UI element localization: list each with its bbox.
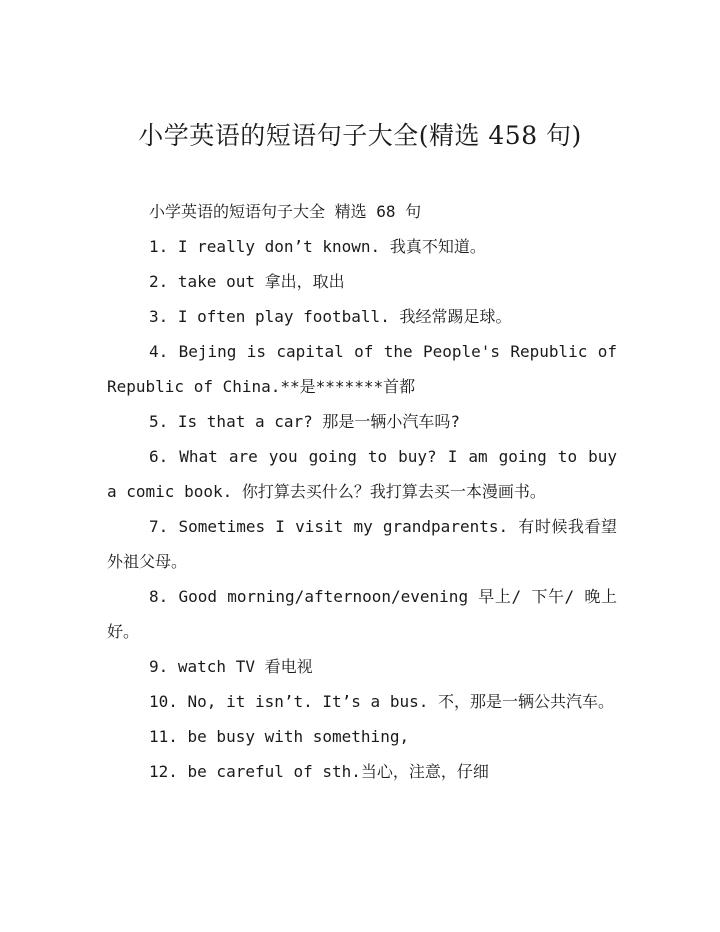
list-item: 12. be careful of sth.当心，注意，仔细	[149, 762, 489, 781]
document-body	[107, 194, 617, 789]
list-item: 8. Good morning/afternoon/evening 早上/ 下午/ 晚上好。	[107, 587, 617, 641]
list-item: 10. No, it isn’t. It’s a bus. 不，那是一辆公共汽车。	[149, 692, 614, 711]
list-item: 3. I often play football. 我经常踢足球。	[149, 307, 512, 326]
list-item: 2. take out 拿出，取出	[149, 272, 345, 291]
list-item: 7. Sometimes I visit my grandparents. 有时候我看望外祖父母。	[107, 517, 617, 571]
list-item: 1. I really don’t known. 我真不知道。	[149, 237, 486, 256]
list-item: 5. Is that a car? 那是一辆小汽车吗?	[149, 412, 461, 431]
list-item: 6. What are you going to buy? I am going to buy a comic book. 你打算去买什么？我打算去买一本漫画书。	[107, 447, 617, 501]
subtitle: 小学英语的短语句子大全 精选 68 句	[149, 202, 422, 221]
page-title: 小学英语的短语句子大全(精选 458 句)	[138, 121, 582, 150]
list-item: 4. Bejing is capital of the People's Republic of Republic of China.**是*******首都	[107, 342, 617, 396]
list-item: 11. be busy with something,	[149, 727, 410, 746]
list-item: 9. watch TV 看电视	[149, 657, 313, 676]
